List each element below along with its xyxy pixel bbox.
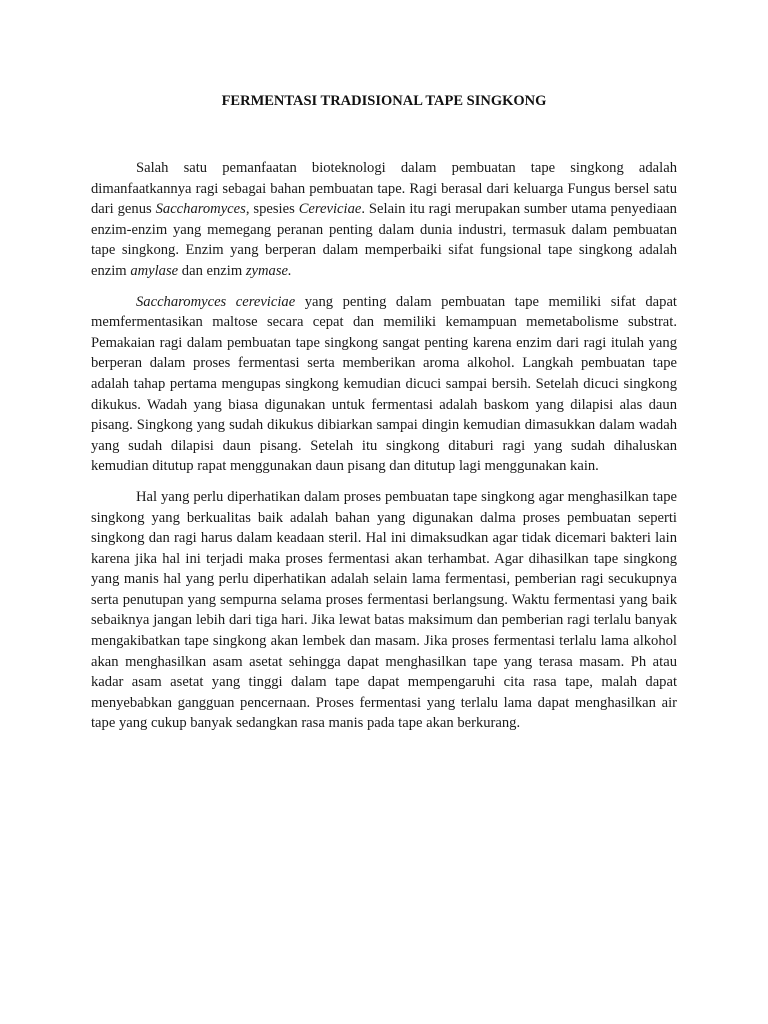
text-run: Hal yang perlu diperhatikan dalam proses pembuatan tape singkong agar menghasilkan tape singkong yang berkualitas baik adalah bahan yang digunakan dalma proses pembuatan seperti singkong dan ragi harus dalam keadaan steril. Hal ini dimaksudkan agar tidak dicemari bakteri lain karena jika hal ini terjadi maka proses fermentasi akan terhambat. Agar dihasilkan tape singkong yang manis hal yang perlu diperhatikan adalah selain lama fermentasi, pemberian ragi secukupnya serta penutupan yang sempurna selama proses fermentasi berlangsung. Waktu fermentasi yang baik sebaiknya jangan lebih dari tiga hari. Jika lewat batas maksimum dan pemberian ragi terlalu banyak mengakibatkan tape singkong akan lembek dan masam. Jika proses fermentasi terlalu lama alkohol akan menghasilkan asam asetat sehingga dapat menghasilkan tape yang terasa masam. Ph atau kadar asam asetat yang tinggi dalam tape dapat mempengaruhi cita rasa tape, malah dapat menyebabkan gangguan pencernaan. Proses fermentasi yang terlalu lama dapat menghasilkan air tape yang cukup banyak sedangkan rasa manis pada tape akan berkurang. [91, 488, 677, 732]
paragraph-2 [91, 292, 677, 477]
paragraph-1 [91, 158, 677, 282]
document-body [91, 158, 677, 744]
italic-term: zymase. [245, 262, 292, 279]
italic-term: Saccharomyces cereviciae [136, 293, 296, 310]
italic-term: Saccharomyces [155, 201, 246, 218]
paragraph-3 [91, 487, 677, 734]
text-run: dan enzim [178, 262, 246, 279]
text-run: . Selain itu ragi merupakan sumber utama penyediaan enzim-enzim yang memegang peranan penting dalam dunia industri, termasuk dalam pembuatan tape singkong. Enzim yang berperan dalam memperbaiki sifat fungsional tape singkong adalah enzim [91, 201, 677, 279]
italic-term: amylase [130, 262, 179, 279]
text-run: , spesies [245, 201, 299, 218]
text-run: Salah satu pemanfaatan bioteknologi dalam pembuatan tape singkong adalah dimanfaatkannya ragi sebagai bahan pembuatan tape. Ragi berasal dari keluarga Fungus bersel satu dari genus [91, 160, 677, 218]
text-run: yang penting dalam pembuatan tape memiliki sifat dapat memfermentasikan maltose secara cepat dan memiliki kemampuan memetabolisme substrat. Pemakaian ragi dalam pembuatan tape singkong sangat penting karena enzim dari ragi itulah yang berperan dalam proses fermentasi serta memberikan aroma alkohol. Langkah pembuatan tape adalah tahap pertama mengupas singkong kemudian dicuci sampai bersih. Setelah dicuci singkong dikukus. Wadah yang biasa digunakan untuk fermentasi adalah baskom yang dilapisi alas daun pisang. Singkong yang sudah dikukus dibiarkan sampai dingin kemudian dimasukkan dalam wadah yang sudah dilapisi daun pisang. Setelah itu singkong ditaburi ragi yang sudah dihaluskan kemudian ditutup rapat menggunakan daun pisang dan ditutup lagi menggunakan kain. [91, 293, 677, 475]
document-title: FERMENTASI TRADISIONAL TAPE SINGKONG [221, 93, 547, 109]
italic-term: Cereviciae [298, 201, 362, 218]
